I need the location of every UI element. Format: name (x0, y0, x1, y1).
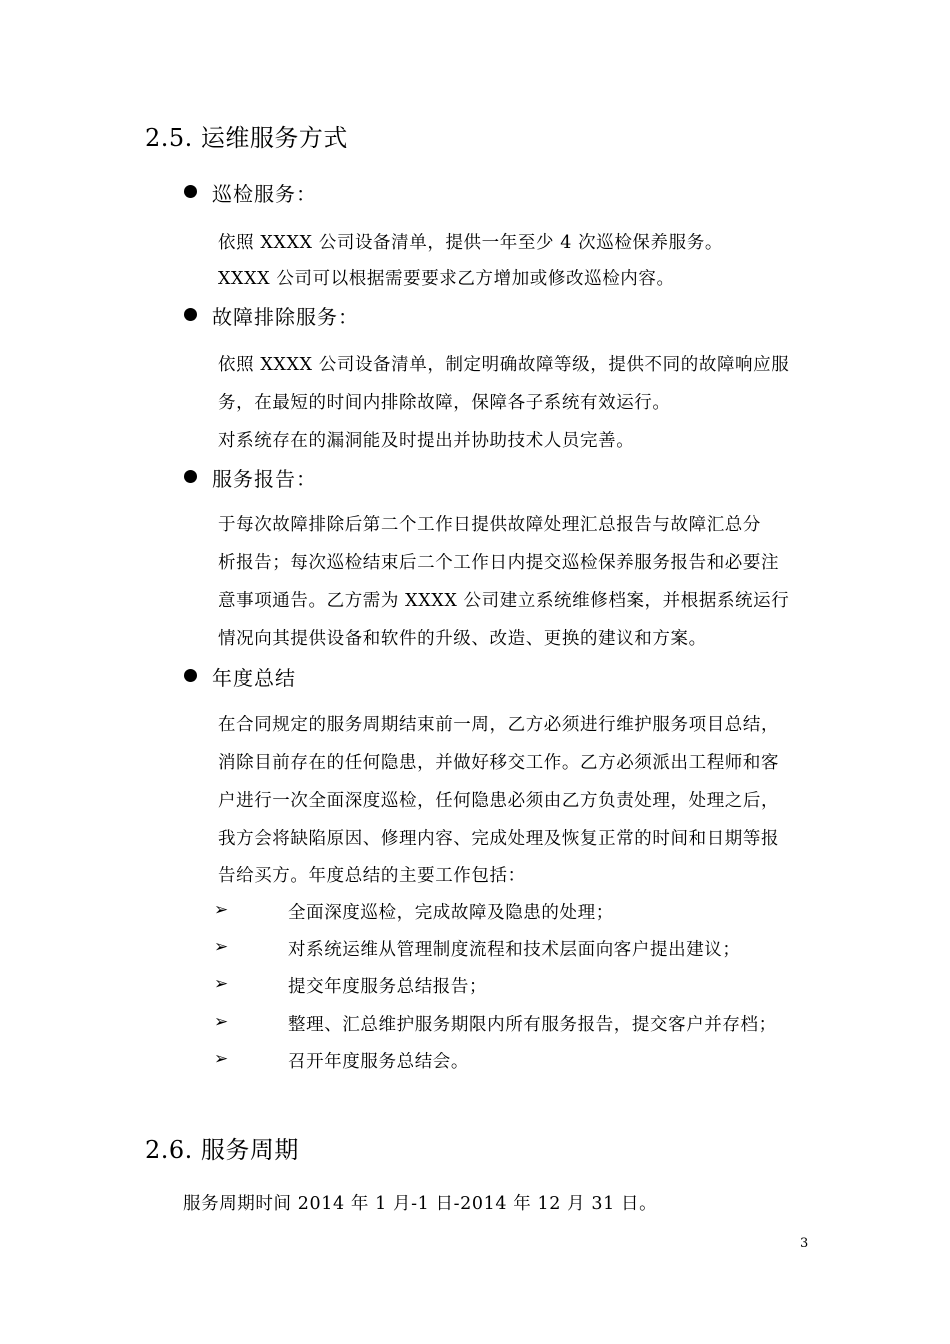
paragraph-line: XXXX 公司可以根据需要要求乙方增加或修改巡检内容。 (218, 269, 675, 289)
paragraph-line: 析报告；每次巡检结束后二个工作日内提交巡检保养服务报告和必要注 (218, 553, 780, 573)
arrow-bullet-icon: ➢ (214, 974, 229, 994)
page-number: 3 (800, 1236, 809, 1251)
bullet-dot-icon (184, 185, 197, 198)
sub-item: 提交年度服务总结报告； (288, 977, 488, 997)
paragraph-line: 于每次故障排除后第二个工作日提供故障处理汇总报告与故障汇总分 (218, 515, 761, 535)
sub-item: 全面深度巡检，完成故障及隐患的处理； (288, 903, 614, 923)
sub-item: 整理、汇总维护服务期限内所有服务报告，提交客户并存档； (288, 1015, 777, 1035)
service-period-text: 服务周期时间 2014 年 1 月-1 日-2014 年 12 月 31 日。 (183, 1194, 658, 1214)
bullet-dot-icon (184, 669, 197, 682)
paragraph-line: 我方会将缺陷原因、修理内容、完成处理及恢复正常的时间和日期等报 (218, 829, 780, 849)
paragraph-line: 依照 XXXX 公司设备清单，制定明确故障等级，提供不同的故障响应服 (218, 355, 790, 375)
arrow-bullet-icon: ➢ (214, 937, 229, 957)
bullet-dot-icon (184, 308, 197, 321)
paragraph-line: 对系统存在的漏洞能及时提出并协助技术人员完善。 (218, 431, 635, 451)
arrow-bullet-icon: ➢ (214, 1012, 229, 1032)
arrow-bullet-icon: ➢ (214, 900, 229, 920)
paragraph-line: 情况向其提供设备和软件的升级、改造、更换的建议和方案。 (218, 629, 707, 649)
paragraph-line: 消除目前存在的任何隐患，并做好移交工作。乙方必须派出工程师和客 (218, 753, 780, 773)
paragraph-line: 在合同规定的服务周期结束前一周，乙方必须进行维护服务项目总结， (218, 715, 780, 735)
bullet-dot-icon (184, 470, 197, 483)
paragraph-line: 告给买方。年度总结的主要工作包括： (218, 866, 526, 886)
paragraph-line: 依照 XXXX 公司设备清单，提供一年至少 4 次巡检保养服务。 (218, 233, 723, 253)
section-heading-2-6: 2.6. 服务周期 (145, 1136, 299, 1164)
bullet-title-service-report: 服务报告： (212, 467, 317, 491)
paragraph-line: 户进行一次全面深度巡检，任何隐患必须由乙方负责处理，处理之后， (218, 791, 780, 811)
bullet-title-annual-summary: 年度总结 (212, 666, 296, 690)
bullet-title-troubleshooting: 故障排除服务： (212, 305, 359, 329)
section-heading-2-5: 2.5. 运维服务方式 (145, 124, 348, 152)
paragraph-line: 意事项通告。乙方需为 XXXX 公司建立系统维修档案，并根据系统运行 (218, 591, 790, 611)
paragraph-line: 务，在最短的时间内排除故障，保障各子系统有效运行。 (218, 393, 671, 413)
sub-item: 对系统运维从管理制度流程和技术层面向客户提出建议； (288, 940, 741, 960)
sub-item: 召开年度服务总结会。 (288, 1052, 469, 1072)
bullet-title-inspection: 巡检服务： (212, 182, 317, 206)
arrow-bullet-icon: ➢ (214, 1049, 229, 1069)
